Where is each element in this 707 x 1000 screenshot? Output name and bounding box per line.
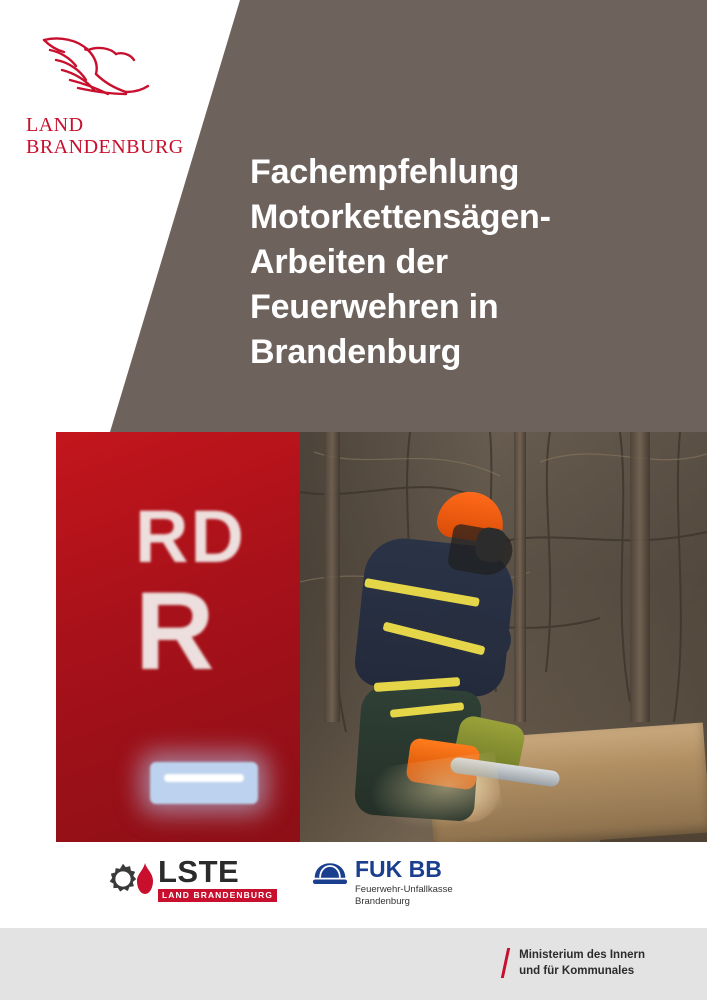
cover-photo <box>0 432 707 842</box>
state-logo-line2: BRANDENBURG <box>26 136 184 159</box>
state-logo-text <box>26 114 206 159</box>
title-line-2: Motorkettensägen- <box>250 197 551 236</box>
lste-subtitle: LAND BRANDENBURG <box>158 889 277 902</box>
lste-logo <box>106 856 277 902</box>
fuk-subtitle-line2: Brandenburg <box>355 895 410 907</box>
title-line-5: Brandenburg <box>250 332 462 371</box>
title-line-1: Fachempfehlung <box>250 153 520 191</box>
photo-left-white-margin <box>0 432 56 842</box>
truck-lettering: RD R <box>135 495 246 694</box>
ministry-band <box>0 928 707 1000</box>
state-logo <box>26 30 206 159</box>
ministry-line2: und für Kommunales <box>519 964 635 977</box>
header-band <box>0 0 707 432</box>
flame-icon <box>134 862 156 896</box>
fuk-subtitle-line1: Feuerwehr-Unfallkasse <box>355 884 453 895</box>
page-title <box>250 150 680 374</box>
fuk-helmet-icon <box>312 860 348 890</box>
ministry-logo <box>504 948 645 979</box>
blue-warning-light <box>150 762 258 804</box>
tree-trunk <box>630 432 650 722</box>
ministry-text <box>519 948 645 979</box>
brandenburg-eagle-icon <box>26 30 156 108</box>
partner-logo-band <box>0 842 707 928</box>
ministry-line1: Ministerium des Innern <box>519 949 645 961</box>
title-line-3: Arbeiten der <box>250 242 448 281</box>
fuk-name: FUK BB <box>355 856 442 882</box>
fire-truck-body <box>0 432 300 842</box>
ministry-accent-bar <box>501 948 510 978</box>
state-logo-line1: LAND <box>26 114 84 136</box>
lste-wordmark <box>158 856 277 902</box>
lste-name: LSTE <box>158 854 240 889</box>
fuk-bb-logo <box>312 858 453 908</box>
title-line-4: Feuerwehren in <box>250 287 499 326</box>
firefighter-figure <box>330 492 560 842</box>
fuk-wordmark <box>355 858 453 908</box>
